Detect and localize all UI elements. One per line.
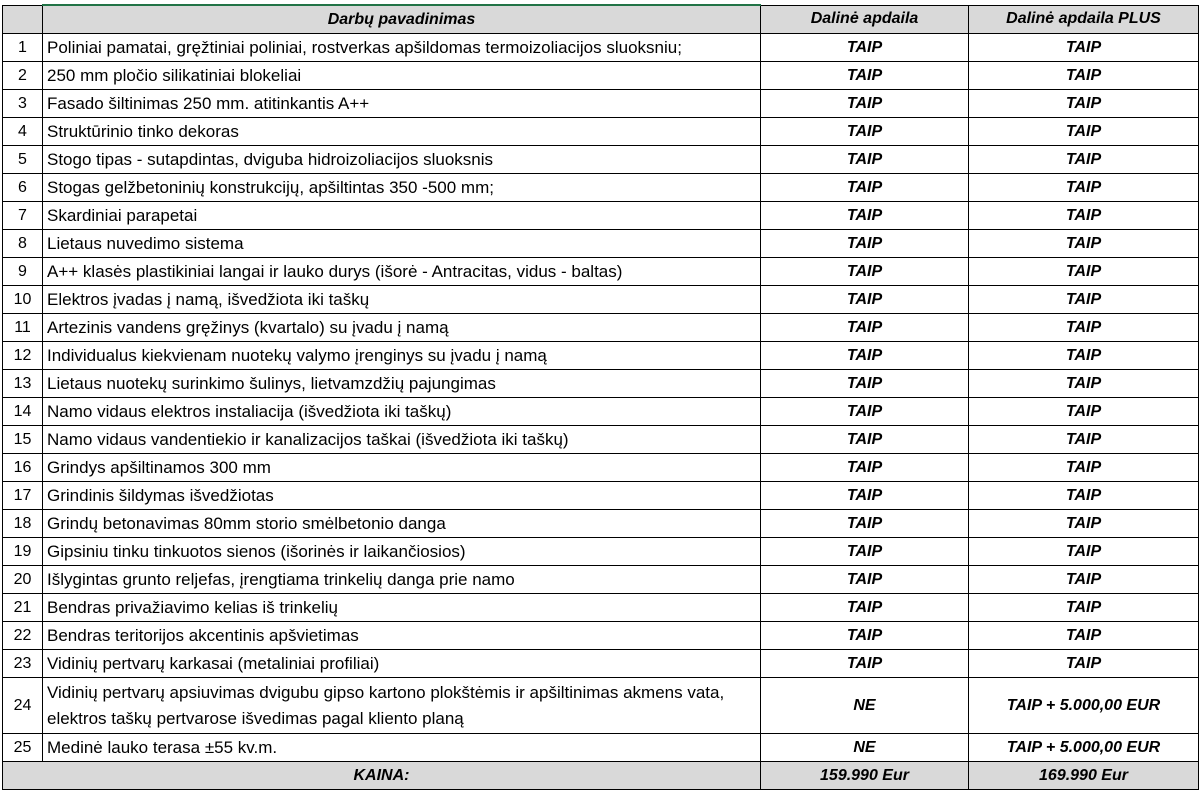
dalinė-apdaila-plus-cell[interactable]: TAIP [969, 174, 1199, 202]
dalinė-apdaila-plus-cell[interactable]: TAIP [969, 258, 1199, 286]
table-row [3, 34, 1199, 62]
dalinė-apdaila-cell[interactable]: NE [761, 734, 969, 762]
dalinė-apdaila-cell[interactable]: TAIP [761, 622, 969, 650]
row-number-cell[interactable]: 16 [3, 454, 43, 482]
table-row [3, 286, 1199, 314]
dalinė-apdaila-plus-cell[interactable]: TAIP + 5.000,00 EUR [969, 678, 1199, 734]
table-row [3, 510, 1199, 538]
table-row [3, 370, 1199, 398]
dalinė-apdaila-cell[interactable]: NE [761, 678, 969, 734]
row-number-cell[interactable]: 24 [3, 678, 43, 734]
work-name-cell[interactable]: Struktūrinio tinko dekoras [43, 118, 761, 146]
dalinė-apdaila-cell[interactable]: TAIP [761, 286, 969, 314]
row-number-cell[interactable]: 19 [3, 538, 43, 566]
price-col1-cell[interactable]: 159.990 Eur [761, 762, 969, 790]
dalinė-apdaila-plus-cell[interactable]: TAIP + 5.000,00 EUR [969, 734, 1199, 762]
dalinė-apdaila-plus-cell[interactable]: TAIP [969, 622, 1199, 650]
row-number-cell[interactable]: 7 [3, 202, 43, 230]
work-name-cell[interactable]: Skardiniai parapetai [43, 202, 761, 230]
work-name-cell[interactable]: Artezinis vandens gręžinys (kvartalo) su įvadu į namą [43, 314, 761, 342]
row-number-cell[interactable]: 13 [3, 370, 43, 398]
row-number-cell[interactable]: 9 [3, 258, 43, 286]
dalinė-apdaila-cell[interactable]: TAIP [761, 146, 969, 174]
work-name-cell[interactable]: Vidinių pertvarų karkasai (metaliniai profiliai) [43, 650, 761, 678]
dalinė-apdaila-cell[interactable]: TAIP [761, 314, 969, 342]
row-number-cell[interactable]: 6 [3, 174, 43, 202]
dalinė-apdaila-cell[interactable]: TAIP [761, 90, 969, 118]
dalinė-apdaila-cell[interactable]: TAIP [761, 482, 969, 510]
row-number-cell[interactable]: 4 [3, 118, 43, 146]
work-name-cell[interactable]: Stogas gelžbetoninių konstrukcijų, apšiltintas 350 -500 mm; [43, 174, 761, 202]
dalinė-apdaila-plus-cell[interactable]: TAIP [969, 314, 1199, 342]
dalinė-apdaila-cell[interactable]: TAIP [761, 426, 969, 454]
row-number-cell[interactable]: 20 [3, 566, 43, 594]
dalinė-apdaila-cell[interactable]: TAIP [761, 62, 969, 90]
dalinė-apdaila-cell[interactable]: TAIP [761, 594, 969, 622]
table-row [3, 538, 1199, 566]
row-number-cell[interactable]: 22 [3, 622, 43, 650]
table-row [3, 202, 1199, 230]
comparison-table [2, 4, 1199, 790]
table-row [3, 594, 1199, 622]
dalinė-apdaila-plus-cell[interactable]: TAIP [969, 454, 1199, 482]
row-number-cell[interactable]: 11 [3, 314, 43, 342]
dalinė-apdaila-plus-cell[interactable]: TAIP [969, 90, 1199, 118]
row-number-cell[interactable]: 17 [3, 482, 43, 510]
work-name-cell[interactable]: Bendras privažiavimo kelias iš trinkelių [43, 594, 761, 622]
table-row [3, 398, 1199, 426]
dalinė-apdaila-cell[interactable]: TAIP [761, 230, 969, 258]
dalinė-apdaila-cell[interactable]: TAIP [761, 174, 969, 202]
table-row [3, 174, 1199, 202]
header-name-cell[interactable]: Darbų pavadinimas [43, 5, 761, 34]
dalinė-apdaila-plus-cell[interactable]: TAIP [969, 342, 1199, 370]
dalinė-apdaila-cell[interactable]: TAIP [761, 34, 969, 62]
row-number-cell[interactable]: 21 [3, 594, 43, 622]
table-row [3, 678, 1199, 734]
dalinė-apdaila-cell[interactable]: TAIP [761, 118, 969, 146]
row-number-cell[interactable]: 14 [3, 398, 43, 426]
work-name-cell[interactable]: Lietaus nuotekų surinkimo šulinys, lietvamzdžių pajungimas [43, 370, 761, 398]
dalinė-apdaila-plus-cell[interactable]: TAIP [969, 538, 1199, 566]
work-name-cell[interactable]: Elektros įvadas į namą, išvedžiota iki taškų [43, 286, 761, 314]
dalinė-apdaila-plus-cell[interactable]: TAIP [969, 370, 1199, 398]
table-row [3, 118, 1199, 146]
row-number-cell[interactable]: 3 [3, 90, 43, 118]
work-name-cell[interactable]: Medinė lauko terasa ±55 kv.m. [43, 734, 761, 762]
header-num-cell[interactable] [3, 5, 43, 34]
table-row [3, 622, 1199, 650]
dalinė-apdaila-plus-cell[interactable]: TAIP [969, 286, 1199, 314]
table-row [3, 734, 1199, 762]
work-name-cell[interactable]: Lietaus nuvedimo sistema [43, 230, 761, 258]
row-number-cell[interactable]: 18 [3, 510, 43, 538]
table-row [3, 258, 1199, 286]
table-row [3, 62, 1199, 90]
dalinė-apdaila-cell[interactable]: TAIP [761, 258, 969, 286]
price-label-cell[interactable]: KAINA: [3, 762, 761, 790]
header-col2-cell[interactable]: Dalinė apdaila PLUS [969, 5, 1199, 34]
work-name-cell[interactable]: Fasado šiltinimas 250 mm. atitinkantis A++ [43, 90, 761, 118]
work-name-cell[interactable]: Namo vidaus vandentiekio ir kanalizacijos taškai (išvedžiota iki taškų) [43, 426, 761, 454]
price-col2-cell[interactable]: 169.990 Eur [969, 762, 1199, 790]
work-name-cell[interactable]: Grindų betonavimas 80mm storio smėlbetonio danga [43, 510, 761, 538]
row-number-cell[interactable]: 25 [3, 734, 43, 762]
price-row [3, 762, 1199, 790]
dalinė-apdaila-plus-cell[interactable]: TAIP [969, 482, 1199, 510]
work-name-cell[interactable]: Grindys apšiltinamos 300 mm [43, 454, 761, 482]
dalinė-apdaila-cell[interactable]: TAIP [761, 538, 969, 566]
dalinė-apdaila-plus-cell[interactable]: TAIP [969, 118, 1199, 146]
row-number-cell[interactable]: 1 [3, 34, 43, 62]
row-number-cell[interactable]: 15 [3, 426, 43, 454]
row-number-cell[interactable]: 2 [3, 62, 43, 90]
dalinė-apdaila-plus-cell[interactable]: TAIP [969, 146, 1199, 174]
row-number-cell[interactable]: 12 [3, 342, 43, 370]
dalinė-apdaila-cell[interactable]: TAIP [761, 202, 969, 230]
dalinė-apdaila-plus-cell[interactable]: TAIP [969, 34, 1199, 62]
row-number-cell[interactable]: 23 [3, 650, 43, 678]
work-name-cell[interactable]: Stogo tipas - sutapdintas, dviguba hidroizoliacijos sluoksnis [43, 146, 761, 174]
work-name-cell[interactable]: Namo vidaus elektros instaliacija (išvedžiota iki taškų) [43, 398, 761, 426]
dalinė-apdaila-plus-cell[interactable]: TAIP [969, 566, 1199, 594]
table-row [3, 146, 1199, 174]
row-number-cell[interactable]: 10 [3, 286, 43, 314]
dalinė-apdaila-cell[interactable]: TAIP [761, 510, 969, 538]
work-name-cell[interactable]: Grindinis šildymas išvedžiotas [43, 482, 761, 510]
dalinė-apdaila-plus-cell[interactable]: TAIP [969, 398, 1199, 426]
dalinė-apdaila-plus-cell[interactable]: TAIP [969, 510, 1199, 538]
table-row [3, 314, 1199, 342]
table-row [3, 230, 1199, 258]
dalinė-apdaila-plus-cell[interactable]: TAIP [969, 230, 1199, 258]
work-name-cell[interactable]: Gipsiniu tinku tinkuotos sienos (išorinės ir laikančiosios) [43, 538, 761, 566]
dalinė-apdaila-plus-cell[interactable]: TAIP [969, 594, 1199, 622]
work-name-cell[interactable]: Išlygintas grunto reljefas, įrengtiama trinkelių danga prie namo [43, 566, 761, 594]
dalinė-apdaila-cell[interactable]: TAIP [761, 398, 969, 426]
dalinė-apdaila-cell[interactable]: TAIP [761, 454, 969, 482]
header-row [3, 5, 1199, 34]
table-row [3, 650, 1199, 678]
header-col1-cell[interactable]: Dalinė apdaila [761, 5, 969, 34]
work-name-cell[interactable]: Poliniai pamatai, gręžtiniai poliniai, rostverkas apšildomas termoizoliacijos sluoksniu; [43, 34, 761, 62]
table-row [3, 426, 1199, 454]
dalinė-apdaila-cell[interactable]: TAIP [761, 370, 969, 398]
table-row [3, 90, 1199, 118]
table-row [3, 342, 1199, 370]
table-row [3, 482, 1199, 510]
dalinė-apdaila-cell[interactable]: TAIP [761, 566, 969, 594]
dalinė-apdaila-cell[interactable]: TAIP [761, 342, 969, 370]
dalinė-apdaila-plus-cell[interactable]: TAIP [969, 62, 1199, 90]
dalinė-apdaila-cell[interactable]: TAIP [761, 650, 969, 678]
dalinė-apdaila-plus-cell[interactable]: TAIP [969, 202, 1199, 230]
row-number-cell[interactable]: 5 [3, 146, 43, 174]
work-name-cell[interactable]: A++ klasės plastikiniai langai ir lauko durys (išorė - Antracitas, vidus - baltas) [43, 258, 761, 286]
work-name-cell[interactable]: 250 mm pločio silikatiniai blokeliai [43, 62, 761, 90]
table-row [3, 454, 1199, 482]
dalinė-apdaila-plus-cell[interactable]: TAIP [969, 650, 1199, 678]
work-name-cell[interactable]: Individualus kiekvienam nuotekų valymo įrenginys su įvadu į namą [43, 342, 761, 370]
table-row [3, 566, 1199, 594]
work-name-cell[interactable]: Bendras teritorijos akcentinis apšvietimas [43, 622, 761, 650]
work-name-cell[interactable]: Vidinių pertvarų apsiuvimas dvigubu gipso kartono plokštėmis ir apšiltinimas akmens vata, elektros taškų pertvarose išvedimas pagal kliento planą [43, 678, 761, 734]
row-number-cell[interactable]: 8 [3, 230, 43, 258]
dalinė-apdaila-plus-cell[interactable]: TAIP [969, 426, 1199, 454]
